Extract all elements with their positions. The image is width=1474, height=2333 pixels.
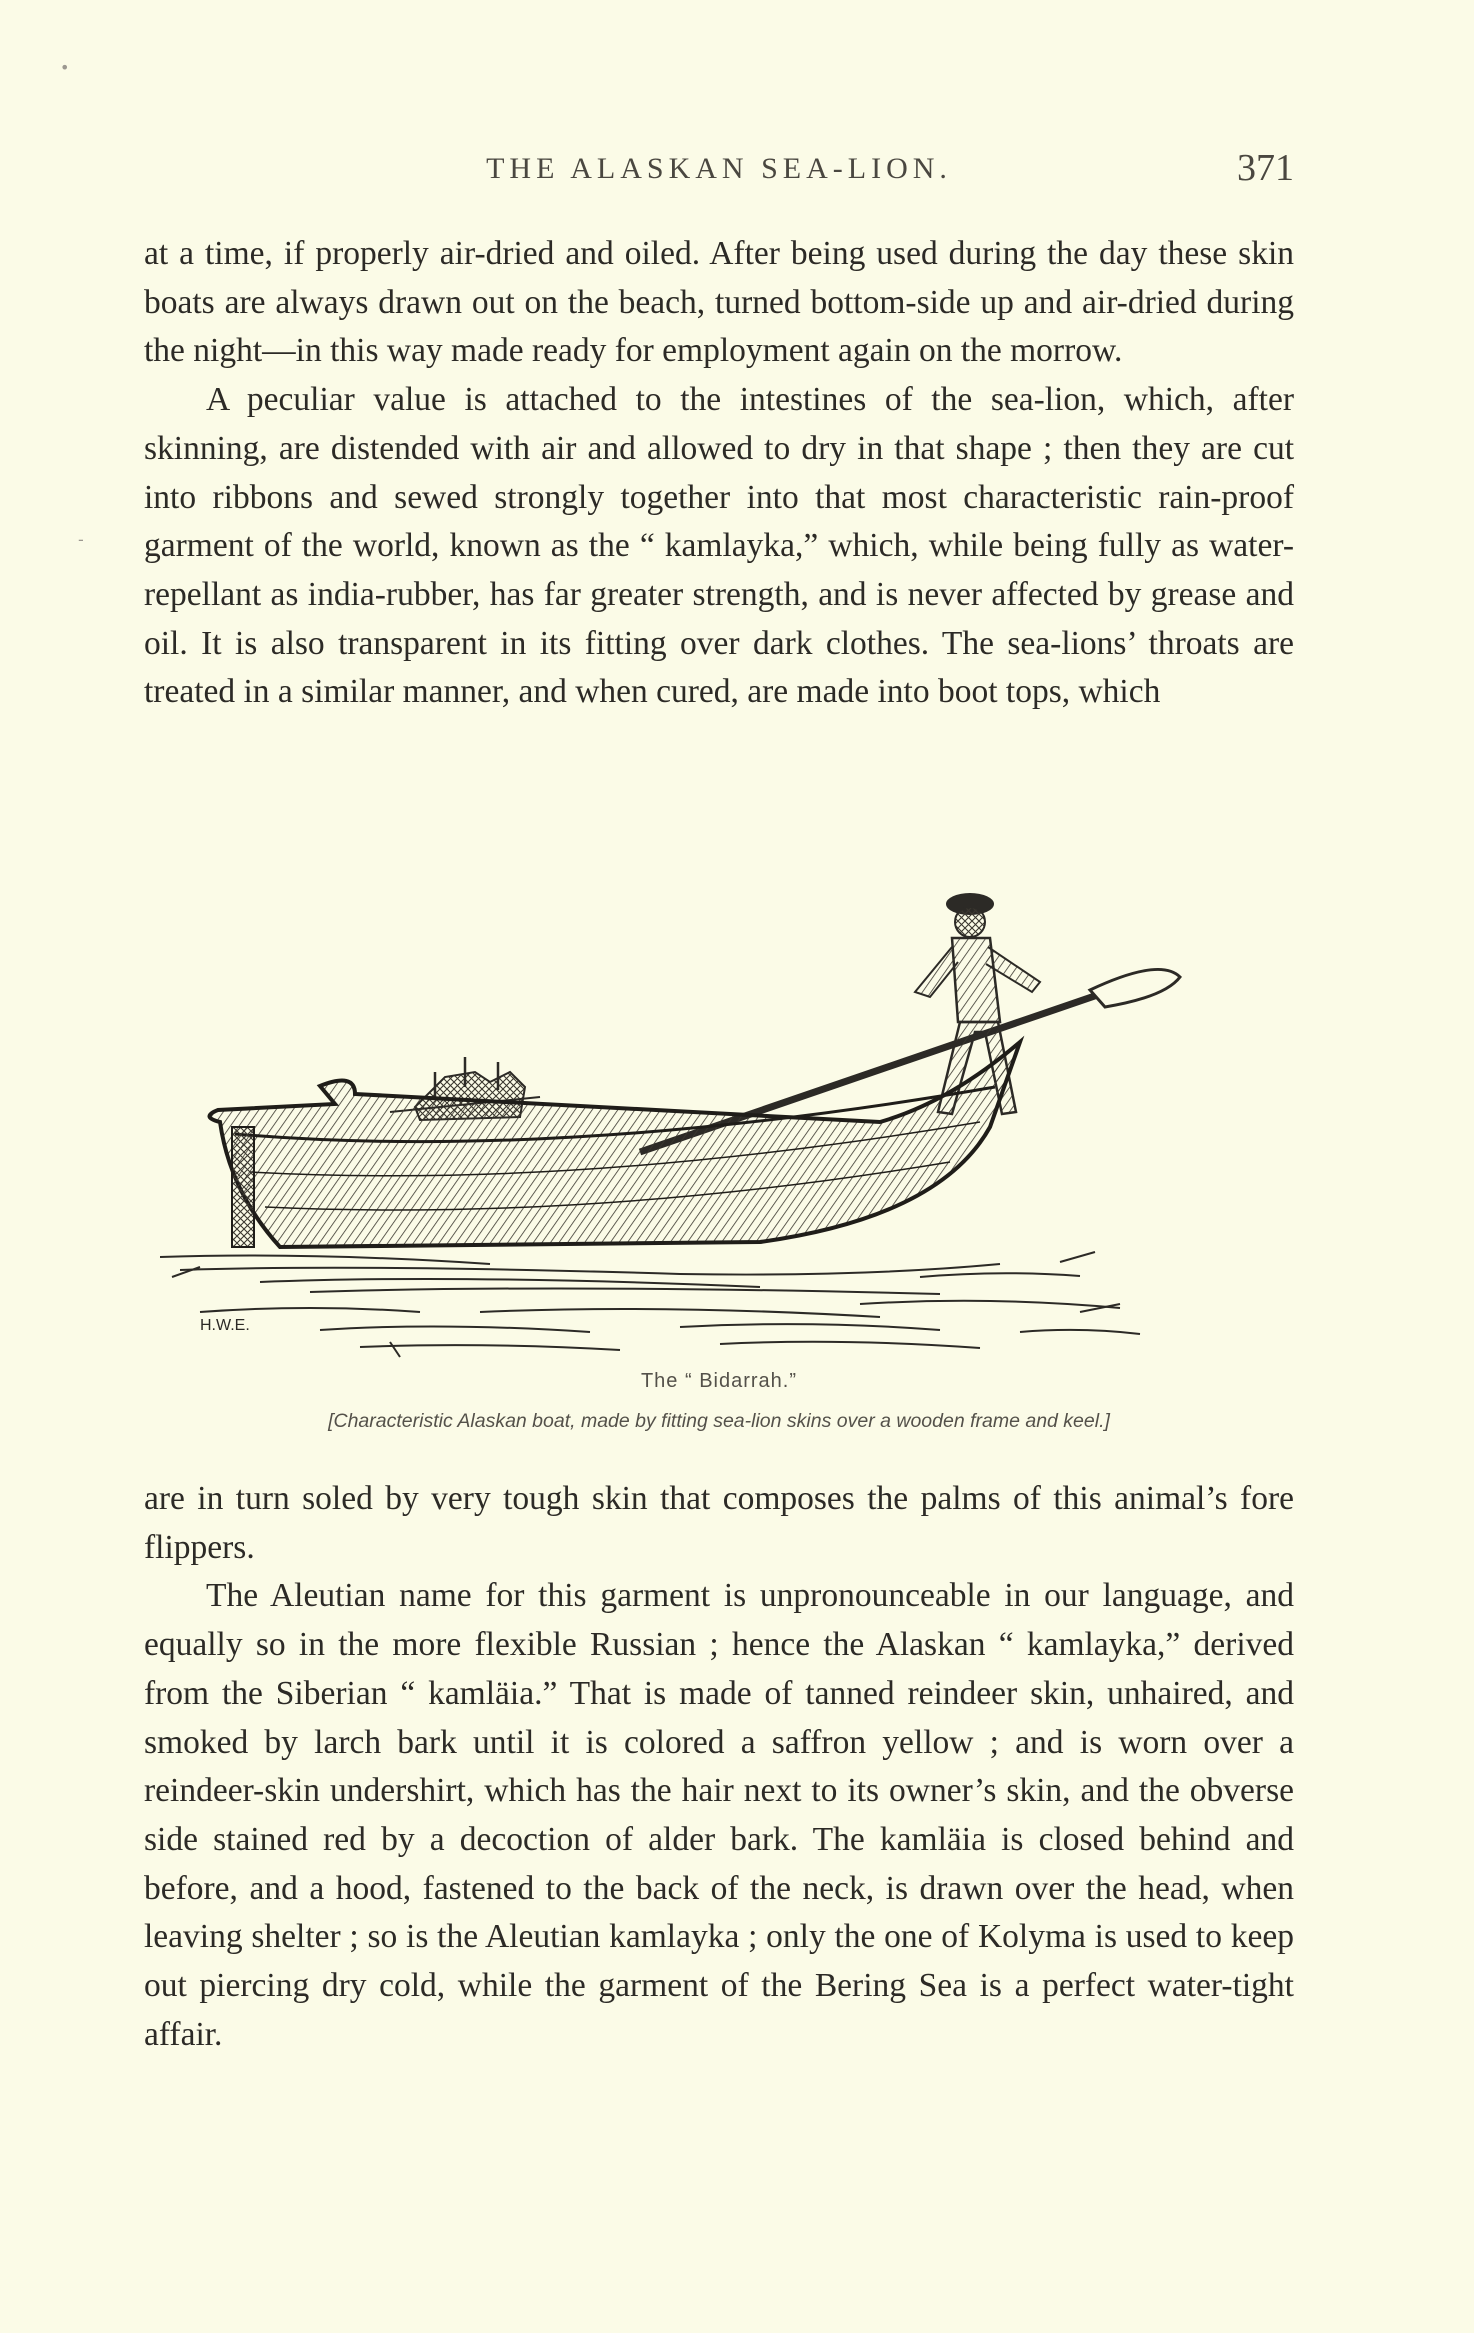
water — [160, 1252, 1140, 1357]
figure-caption-description: [Characteristic Alaskan boat, made by fitting sea-lion skins over a wooden frame and keel.] — [328, 1410, 1110, 1432]
figure-caption-title: The “ Bidarrah.” — [640, 1370, 798, 1392]
paragraph: are in turn soled by very tough skin that composes the palms of this animal’s fore flippers. — [144, 1480, 1294, 1566]
bidarrah-illustration — [160, 872, 1280, 1362]
boat-engraving — [160, 872, 1280, 1362]
running-head — [144, 147, 1294, 202]
paragraph: The Aleutian name for this garment is unpronounceable in our language, and equally so in the more flexible Russian ; hence the Alaskan “ kamlayka,” derived from the Siberian “ kamläia.” That is made of tanned reindeer skin, unhaired, and smoked by larch bark until it is colored a saffron yellow ; and is worn over a reindeer-skin undershirt, which has the hair next to its owner’s skin, and the obverse side stained red by a decoction of alder bark. The kamläia is closed behind and before, and a hood, fastened to the back of the neck, is drawn over the head, when leaving shelter ; so is the Aleutian kamlayka ; only the one of Kolyma is used to keep out piercing dry cold, while the garment of the Bering Sea is a perfect water-tight affair. — [144, 1577, 1294, 2053]
boat-hull — [209, 1042, 1020, 1247]
body-text-top — [144, 230, 1294, 717]
page-number: 371 — [1237, 147, 1294, 189]
running-title: THE ALASKAN SEA-LION. — [486, 152, 952, 185]
margin-speck: - — [78, 530, 84, 549]
body-text-bottom — [144, 1475, 1294, 2059]
paragraph: A peculiar value is attached to the intestines of the sea-lion, which, after skinning, are distended with air and allowed to dry in that shape ; then they are cut into ribbons and sewed strongly together into that most characteristic rain-proof garment of the world, known as the “ kamlayka,” which, while being fully as water-repellant as india-rubber, has far greater strength, and is never affected by grease and oil. It is also transparent in its fitting over dark clothes. The sea-lions’ throats are treated in a similar manner, and when cured, are made into boot tops, which — [144, 381, 1294, 711]
margin-speck: • — [60, 58, 70, 77]
illustrator-signature: H.W.E. — [200, 1317, 250, 1334]
paragraph: at a time, if properly air-dried and oiled. After being used during the day these skin boats are always drawn out on the beach, turned bottom-side up and air-dried during the night—in this way made ready for employment again on the morrow. — [144, 235, 1294, 370]
